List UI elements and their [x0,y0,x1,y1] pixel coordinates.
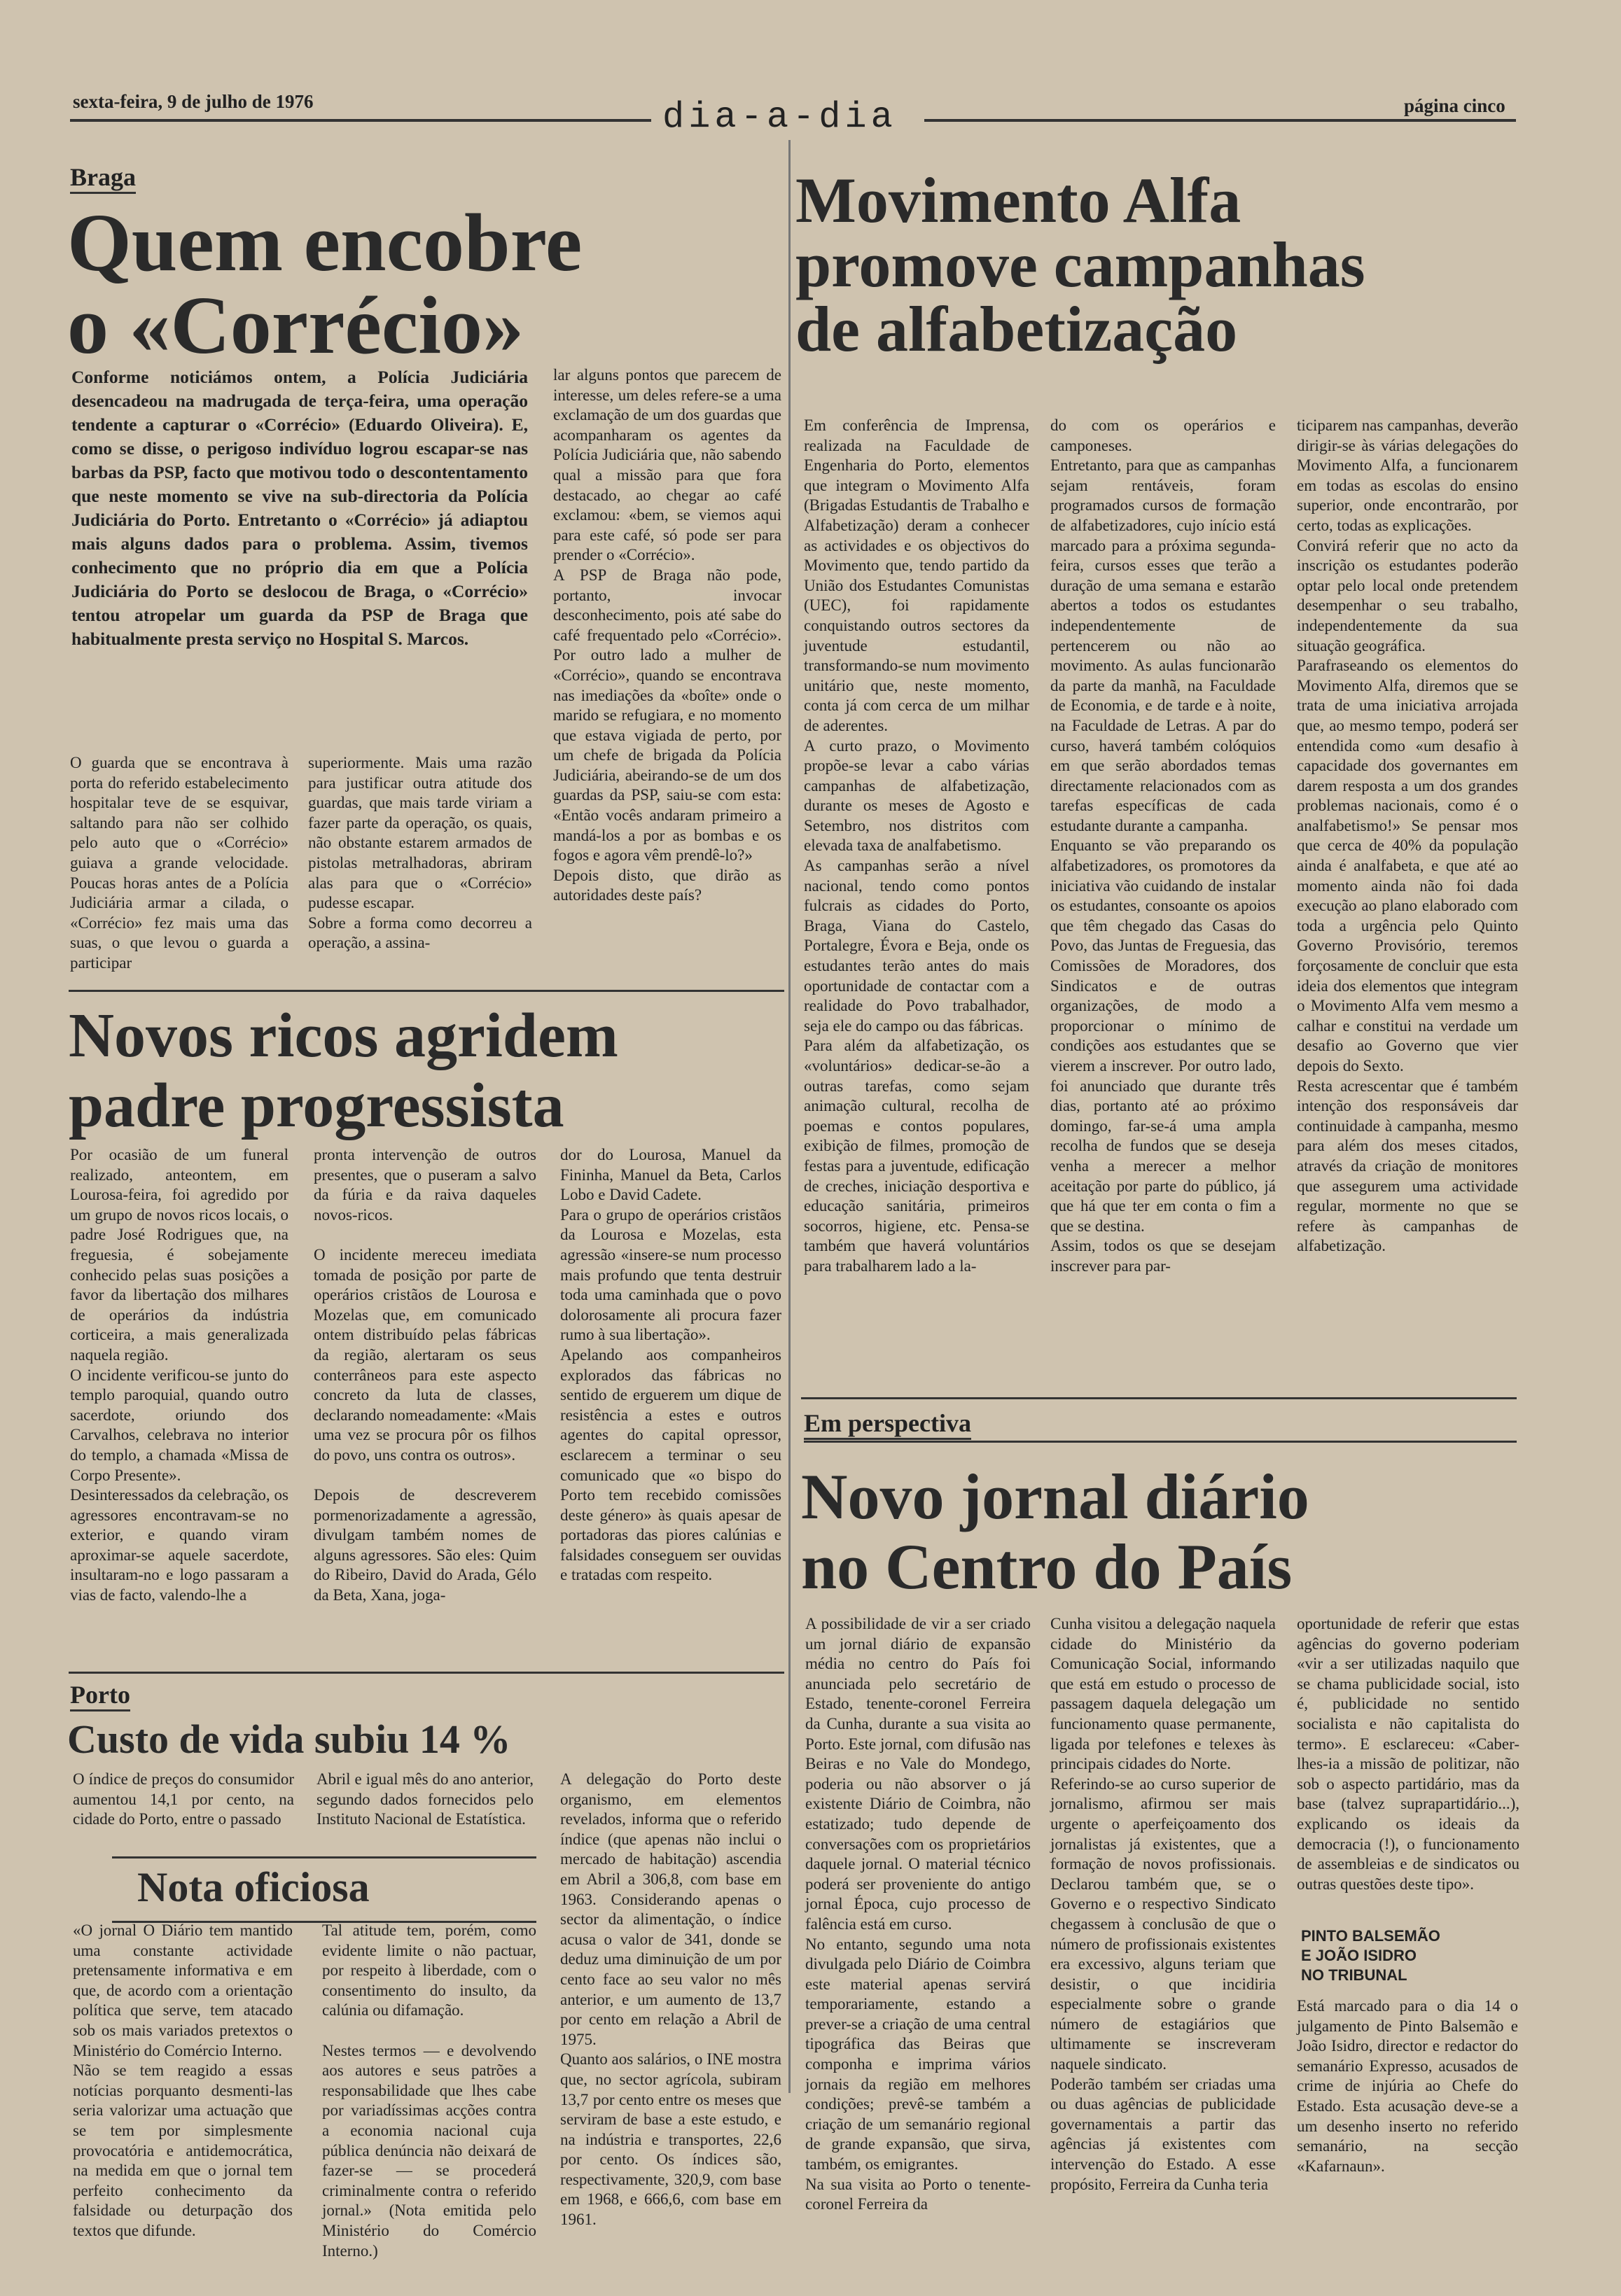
masthead-rule-right [924,119,1516,122]
masthead-date: sexta-feira, 9 de julho de 1976 [73,91,314,112]
jornal-headline: Novo jornal diário no Centro do País [801,1461,1309,1602]
jornal-kicker-rule [804,1441,1517,1443]
jornal-kicker: Em perspectiva [804,1408,971,1440]
balsemao-body: Está marcado para o dia 14 o julgamento de Pinto Balsemão e João Isidro, director e redactor do semanário Expresso, acusados de crime de injúria ao Chefe do Estado. Esta acusação deve-se a um desenho inserto no referido semanário, na secção «Kafarnaun». [1297,1997,1518,2175]
correcio-col-2: superiormente. Mais uma razão para justificar outra atitude dos guardas, que mais tarde viriam a fazer parte da operação, os quais, não obstante estarem armados de pistolas metralhadoras, abriram alas para que o «Corrécio» pudesse escapar. Sobre a forma como decorreu a operação, a assina- [308,754,532,952]
masthead-section-title: dia-a-dia [651,97,908,138]
nota-col-1: «O jornal O Diário tem mantido uma constante actividade pretensamente informativa e em que, de acordo com a orientação política que serve, tem atacado sob os mais variados pretextos o Ministério do Comércio Interno. Não se tem reagido a essas notícias porquanto desmenti-las seria valorizar uma actuação que se tem por simplesmente provocatória e antidemocrática, na medida em que o jornal tem perfeito conhecimento da falsidade ou deturpação dos textos que difunde. [73,1921,293,2239]
custo-headline: Custo de vida subiu 14 % [67,1716,511,1762]
padre-col-3: dor do Lourosa, Manuel da Fininha, Manuel da Beta, Carlos Lobo e David Cadete. Para o grupo de operários cristãos da Lourosa e Mozelas, esta agressão «insere-se num processo mais profundo que tenta destruir toda uma caminhada que o povo dolorosamente ali procura fazer rumo à sua libertação». Apelando aos companheiros explorados das fábricas no sentido de erguerem um dique de resistência a estes e outros agentes do capital opressor, esclarecem a terminar o seu comunicado que «o bispo do Porto tem recebido comissões deste género» às quais apesar de portadoras das piores calúnias e falsidades conseguem ser ouvidas e tratadas com respeito. [560,1146,781,1584]
alfa-headline: Movimento Alfa promove campanhas de alfabetização [795,164,1365,365]
masthead-page-number: página cinco [1404,95,1505,116]
jornal-col-1: A possibilidade de vir a ser criado um jornal diário de expansão média no centro do País foi anunciada pelo secretário de Estado, tenente-coronel Ferreira da Cunha, durante a sua visita ao Porto. Este jornal, com difusão nas Beiras e no Vale do Mondego, poderia ou não absorver o já existente Diário de Coimbra, não estatizado; tudo depende de conversações com os proprietários daquele jornal. O material técnico poderá ser proveniente do antigo jornal Época, cujo processo de falência está em curso. No entanto, segundo uma nota divulgada pelo Diário de Coimbra este material apenas servirá temporariamente, estando a prever-se a criação de uma central tipográfica das Beiras que componha e imprima vários jornais da região em melhores condições; prevê-se também a criação de um semanário regional de grande expansão, que sirva, também, os emigrantes. Na sua visita ao Porto o tenente-coronel Ferreira da [805,1615,1031,2213]
padre-col-1: Por ocasião de um funeral realizado, anteontem, em Lourosa-feira, foi agredido por um grupo de novos ricos locais, o padre José Rodrigues que, na freguesia, é sobejamente conhecido pelas suas posições a favor da libertação dos milhares de operários da indústria corticeira, a mais generalizada naquela região. O incidente verificou-se junto do templo paroquial, quando outro sacerdote, oriundo dos Carvalhos, celebrava no interior do templo, a chamada «Missa de Corpo Presente». Desinteressados da celebração, os agressores encontravam-se no exterior, e quando viram aproximar-se aquele sacerdote, insultaram-no e logo passaram a vias de facto, valendo-lhe a [70,1146,288,1604]
correcio-kicker: Braga [70,162,136,194]
custo-col-3: A delegação do Porto deste organismo, em elementos revelados, informa que o referido índice (que apenas não inclui o mercado de habitação) ascendia em Abril a 306,8, com base em 1963. Considerando apenas o sector da alimentação, o índice acusa o valor de 341, donde se deduz uma diminuição de um por cento face ao seu valor no mês anterior, e um aumento de 13,7 por cento em relação a Abril de 1975. Quanto aos salários, o INE mostra que, no sector agrícola, subiram 13,7 por cento entre os meses que serviram de base a este estudo, e na indústria e transportes, 22,6 por cento. Os índices são, respectivamente, 320,9, com base em 1968, e 666,6, com base em 1961. [560,1770,781,2229]
padre-col-2: pronta intervenção de outros presentes, que o puseram a salvo da fúria e da raiva daqueles novos-ricos. O incidente mereceu imediata tomada de posição por parte de operários cristãos de Lourosa e Mozelas que, em comunicado ontem distribuído pelas fábricas da região, alertaram os seus conterrâneos para este aspecto concreto da luta de classes, declarando nomeadamente: «Mais uma vez se procura pôr os filhos do povo, uns contra os outros». Depois de descreverem pormenorizadamente a agressão, divulgam também nomes de alguns agressores. São eles: Quim do Ribeiro, David do Arada, Gélo da Beta, Xana, joga- [314,1146,536,1604]
divider-padre [69,990,784,992]
alfa-col-1: Em conferência de Imprensa, realizada na Faculdade de Engenharia do Porto, elementos que integram o Movimento Alfa (Brigadas Estudantis de Trabalho e Alfabetização) deram a conhecer as actividades e os objectivos do Movimento que, tendo partido da União dos Estudantes Comunistas (UEC), foi rapidamente conquistando outros sectores da juventude estudantil, transformando-se num movimento unitário que, neste momento, conta já com cerca de um milhar de aderentes. A curto prazo, o Movimento propõe-se levar a cabo várias campanhas de alfabetização, durante os meses de Agosto e Setembro, nos distritos com elevada taxa de analfabetismo. As campanhas serão a nível nacional, tendo como pontos fulcrais as cidades do Porto, Braga, Viana do Castelo, Portalegre, Évora e Beja, onde os estudantes terão antes do mais oportunidade de contactar com a realidade do Povo trabalhador, seja ele do campo ou das fábricas. Para além da alfabetização, os «voluntários» dedicar-se-ão a outras tarefas, como sejam animação cultural, recolha de poemas e contos populares, exibição de filmes, promoção de festas para a juventude, edificação de creches, iniciação desportiva e educação sanitária, primeiros socorros, higiene, etc. Pensa-se também que haverá voluntários para trabalharem lado a la- [804,416,1029,1275]
correcio-headline: Quem encobre o «Corrécio» [67,197,583,371]
masthead-rule-left [70,119,658,122]
divider-jornal [801,1397,1517,1399]
alfa-col-2: do com os operários e camponeses. Entretanto, para que as campanhas sejam rentáveis, foram programados cursos de formação de alfabetizadores, cujo início está marcado para a próxima segunda-feira, cursos esses que terão a duração de uma semana e estarão abertos a todos os estudantes independentemente de pertencerem ou não ao movimento. As aulas funcionarão da parte da manhã, na Faculdade de Economia, e de tarde e à noite, na Faculdade de Letras. A par do curso, haverá também colóquios em que serão abordados temas directamente relacionados com as tarefas específicas de cada estudante durante a campanha. Enquanto se vão preparando os alfabetizadores, os promotores da iniciativa vão cuidando de instalar os estudantes, consoante os apoios que têm chegado das Casas do Povo, das Juntas de Freguesia, das Comissões de Moradores, dos Sindicatos e de outras organizações, de modo a proporcionar o mínimo de condições aos estudantes que se vierem a inscrever. Por outro lado, foi anunciado que durante três dias, portanto até ao próximo domingo, far-se-á uma ampla recolha de fundos que se deseja venha a merecer a melhor aceitação por parte do público, já que há que ter em conta o fim a que se destina. Assim, todos os que se desejam inscrever para par- [1050,416,1276,1275]
alfa-col-3: ticiparem nas campanhas, deverão dirigir-se às várias delegações do Movimento Alfa, a funcionarem em todas as escolas do ensino superior, onde encontrarão, por certo, todas as explicações. Convirá referir que no acto da inscrição os estudantes poderão optar pelo local onde pretendem desempenhar o seu trabalho, independentemente da sua situação geográfica. Parafraseando os elementos do Movimento Alfa, diremos que se trata de uma iniciativa arrojada que, ao mesmo tempo, poderá ser entendida como «um desafio à capacidade dos governantes em darem resposta a um dos grandes problemas nacionais, como é o analfabetismo!» Se pensar mos que cerca de 40% da população ainda é analfabeta, e que até ao momento ainda não foi dada execução ao plano elaborado com toda a urgência pelo Quinto Governo Provisório, teremos forçosamente de concluir que esta ideia dos elementos que integram o Movimento Alfa vem mesmo a calhar e constitui na verdade um desafio ao Governo que vier depois do Sexto. Resta acrescentar que é também intenção dos responsáveis dar continuidade à campanha, mesmo para além dos meses citados, através da criação de monitores que assegurem uma actividade regular, mormente no que se refere às campanhas de alfabetização. [1297,416,1518,1255]
custo-col-2: Abril e igual mês do ano anterior, segundo dados fornecidos pelo Instituto Nacional de Estatística. [316,1770,534,1828]
jornal-col-2: Cunha visitou a delegação naquela cidade do Ministério da Comunicação Social, informando que está em estudo o processo de passagem daquela delegação um funcionamento quase permanente, ligada por telefones e telexes às principais cidades do Norte. Referindo-se ao curso superior de jornalismo, afirmou ser mais urgente o aperfeiçoamento dos jornalistas já existentes, que a formação de novos profissionais. Declarou também que, se o Governo e o respectivo Sindicato chegassem à conclusão de que o número de profissionais existentes era excessivo, alguns teriam que desistir, o que incidiria especialmente sobre o grande número de estagiários que ultimamente se inscreveram naquele sindicato. Poderão também ser criadas uma ou duas agências de publicidade governamentais a partir das agências já existentes com intervenção do Estado. A esse propósito, Ferreira da Cunha teria [1050,1615,1276,2193]
custo-kicker: Porto [70,1680,130,1712]
correcio-col-3: lar alguns pontos que parecem de interesse, um deles refere-se a uma exclamação de um dos guardas que acompanharam os agentes da Polícia Judiciária que, não sabendo qual a missão para que fora destacado, ao chegar ao café exclamou: «bem, se viemos aqui para este café, só pode ser para prender o «Corrécio». A PSP de Braga não pode, portanto, invocar desconhecimento, pois até sabe do café frequentado pelo «Corrécio». Por outro lado a mulher de «Corrécio», quando se encontrava nas imediações da «boîte» onde o marido se refugiara, e no momento que estava vigiada de perto, por um chefe de brigada da Polícia Judiciária, abeirando-se de um dos guardas da PSP, saiu-se com esta: «Então vocês andaram primeiro a mandá-los a por as bombas e os fogos e agora vêm prendê-lo?» Depois disto, que dirão as autoridades deste país? [553,366,781,904]
custo-col-1: O índice de preços do consumidor aumentou 14,1 por cento, na cidade do Porto, entre o passado [73,1770,294,1828]
nota-headline: Nota oficiosa [137,1864,370,1910]
correcio-col-1: O guarda que se encontrava à porta do referido estabelecimento hospitalar teve de se esquivar, saltando para não ser colhido pelo auto que o «Corrécio» guiava a grande velocidade. Poucas horas antes de a Polícia Judiciária armar a cilada, o «Corrécio» fez mais uma das suas, o que levou o guarda a participar [70,754,288,972]
divider-custo [69,1672,784,1674]
padre-headline: Novos ricos agridem padre progressista [69,1001,618,1140]
jornal-col-3: oportunidade de referir que estas agências do governo poderiam «vir a ser utilizadas naquilo que se chama publicidade social, isto é, publicidade no sentido socialista e não capitalista do termo». E esclareceu: «Caber-lhes-ia a missão de politizar, não sob o aspecto partidário, mas da base (talvez suprapartidário...), explicando os ideais da democracia (!), o funcionamento de assembleias e de sindicatos ou outras questões deste tipo». [1297,1615,1519,1893]
nota-rule-top [112,1856,536,1858]
column-divider-vertical [788,140,791,2093]
nota-col-2: Tal atitude tem, porém, como evidente limite o não pactuar, por respeito à liberdade, com o consentimento do insulto, da calúnia ou difamação. Nestes termos — e devolvendo aos autores e seus patrões a responsabilidade que lhes cabe por variadíssimas acções contra a economia nacional cuja pública denúncia não deixará de fazer-se — se procederá criminalmente contra o referido jornal.» (Nota emitida pelo Ministério do Comércio Interno.) [322,1921,536,2260]
balsemao-headline: PINTO BALSEMÃO E JOÃO ISIDRO NO TRIBUNAL [1301,1927,1440,1984]
correcio-lead: Conforme noticiámos ontem, a Polícia Judiciária desencadeou na madrugada de terça-feira, uma operação tendente a capturar o «Corrécio» (Eduardo Oliveira). E, como se disse, o perigoso indivíduo logrou escapar-se nas barbas da PSP, facto que motivou todo o descontentamento que neste momento se vive na sub-directoria da Polícia Judiciária do Porto. Entretanto o «Corrécio» já adiaptou mais alguns dados para o problema. Assim, tivemos conhecimento que no próprio dia em que a Polícia Judiciária do Porto se deslocou de Braga, o «Corrécio» tentou atropelar um guarda da PSP de Braga que habitualmente presta serviço no Hospital S. Marcos. [71,367,528,649]
